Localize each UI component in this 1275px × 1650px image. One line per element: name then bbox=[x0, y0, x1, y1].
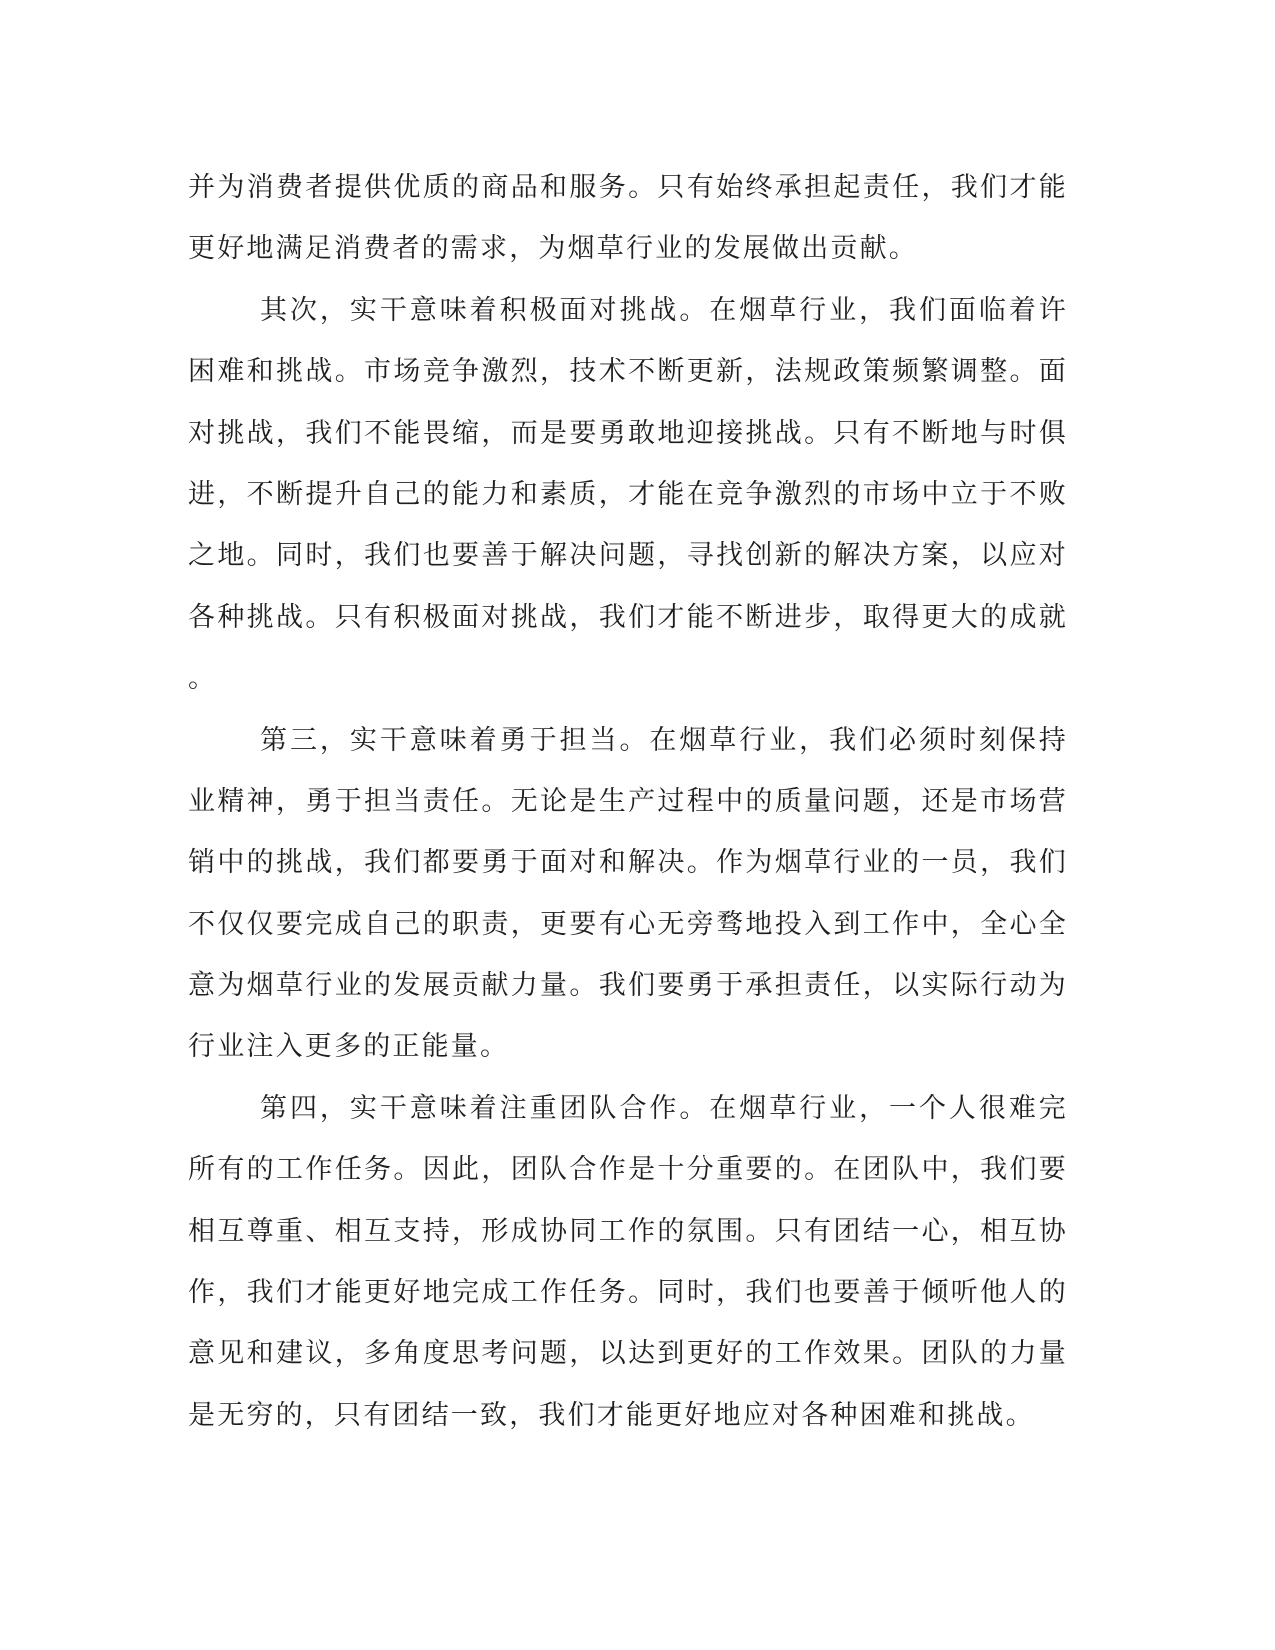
text-line: 第三，实干意味着勇于担当。在烟草行业，我们必须时刻保持 bbox=[260, 724, 1068, 756]
text-line: 业精神，勇于担当责任。无论是生产过程中的质量问题，还是市场营 bbox=[188, 785, 1068, 817]
text-line: 困难和挑战。市场竞争激烈，技术不断更新，法规政策频繁调整。面 bbox=[188, 356, 1068, 388]
text-line: 。 bbox=[188, 663, 218, 695]
text-line: 各种挑战。只有积极面对挑战，我们才能不断进步，取得更大的成就 bbox=[188, 601, 1068, 633]
text-line: 是无穷的，只有团结一致，我们才能更好地应对各种困难和挑战。 bbox=[188, 1399, 1035, 1431]
text-line: 其次，实干意味着积极面对挑战。在烟草行业，我们面临着许 bbox=[260, 294, 1068, 326]
text-line: 意为烟草行业的发展贡献力量。我们要勇于承担责任，以实际行动为 bbox=[188, 970, 1068, 1002]
text-line: 意见和建议，多角度思考问题，以达到更好的工作效果。团队的力量 bbox=[188, 1338, 1068, 1370]
text-line: 不仅仅要完成自己的职责，更要有心无旁骛地投入到工作中，全心全 bbox=[188, 908, 1068, 940]
text-line: 相互尊重、相互支持，形成协同工作的氛围。只有团结一心，相互协 bbox=[188, 1215, 1068, 1247]
text-line: 第四，实干意味着注重团队合作。在烟草行业，一个人很难完 bbox=[260, 1092, 1068, 1124]
text-line: 行业注入更多的正能量。 bbox=[188, 1031, 510, 1063]
text-line: 销中的挑战，我们都要勇于面对和解决。作为烟草行业的一员，我们 bbox=[188, 847, 1068, 879]
text-line: 之地。同时，我们也要善于解决问题，寻找创新的解决方案，以应对 bbox=[188, 540, 1068, 572]
text-line: 所有的工作任务。因此，团队合作是十分重要的。在团队中，我们要 bbox=[188, 1154, 1068, 1186]
text-line: 作，我们才能更好地完成工作任务。同时，我们也要善于倾听他人的 bbox=[188, 1277, 1068, 1309]
body-text bbox=[188, 157, 1068, 1446]
text-line: 更好地满足消费者的需求，为烟草行业的发展做出贡献。 bbox=[188, 233, 918, 265]
text-line: 进，不断提升自己的能力和素质，才能在竞争激烈的市场中立于不败 bbox=[188, 478, 1068, 510]
text-line: 对挑战，我们不能畏缩，而是要勇敢地迎接挑战。只有不断地与时俱 bbox=[188, 417, 1068, 449]
text-line: 并为消费者提供优质的商品和服务。只有始终承担起责任，我们才能 bbox=[188, 172, 1068, 203]
